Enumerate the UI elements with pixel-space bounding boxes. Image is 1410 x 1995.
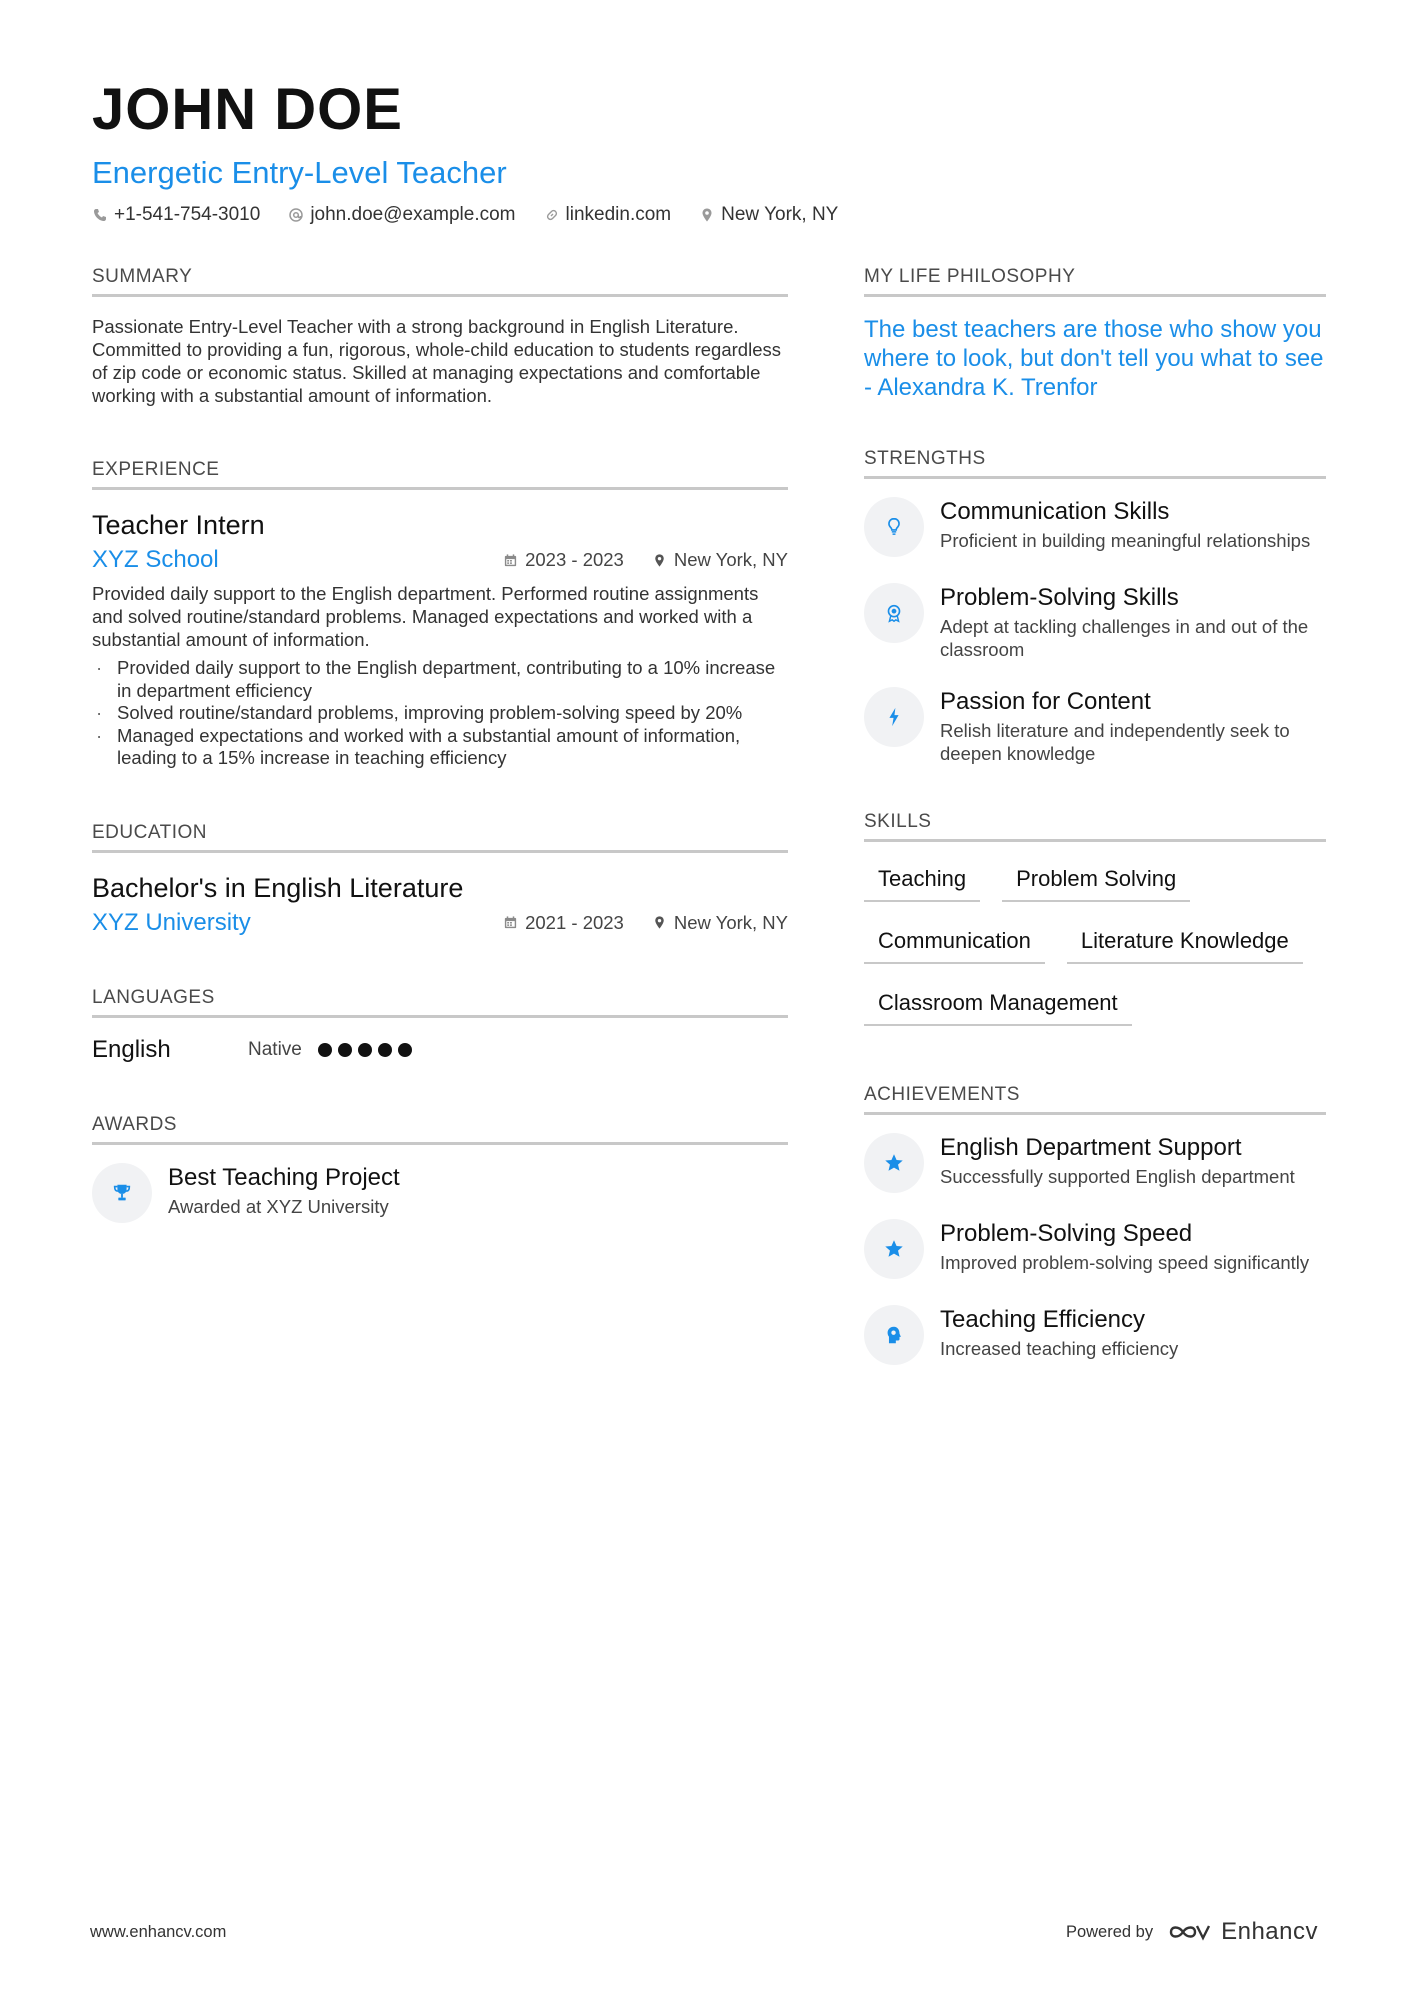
- rating-dot: [378, 1043, 392, 1057]
- phone-icon: [92, 207, 108, 223]
- achievement-desc: Successfully supported English department: [940, 1166, 1295, 1187]
- skills-section: [864, 811, 1326, 1026]
- achievement-item: [864, 1219, 1326, 1279]
- achievement-desc: Increased teaching efficiency: [940, 1338, 1179, 1359]
- job-dates-text: 2023 - 2023: [525, 549, 624, 570]
- job-meta: [503, 549, 788, 571]
- philosophy-section: [864, 266, 1326, 402]
- rating-dot: [398, 1043, 412, 1057]
- phone-text: +1-541-754-3010: [114, 204, 261, 225]
- strength-icon-circle: [864, 497, 924, 557]
- philosophy-quote: The best teachers are those who show you where to look, but don't tell you what to see - Alexandra K. Trenfor: [864, 316, 1324, 401]
- strength-desc: Proficient in building meaningful relationships: [940, 530, 1311, 551]
- star-icon: [883, 1152, 905, 1174]
- at-icon: [288, 207, 304, 223]
- enhancv-logo-icon: [1167, 1920, 1213, 1944]
- brand-logo[interactable]: [1167, 1918, 1318, 1946]
- achievement-icon-circle: [864, 1133, 924, 1193]
- strengths-title: STRENGTHS: [864, 448, 1326, 479]
- strengths-section: [864, 448, 1326, 765]
- rating-dot: [318, 1043, 332, 1057]
- strength-desc: Relish literature and independently seek to deepen knowledge: [940, 720, 1290, 764]
- strength-icon-circle: [864, 583, 924, 643]
- job-location-text: New York, NY: [673, 549, 788, 570]
- achievement-title: Problem-Solving Speed: [940, 1220, 1193, 1247]
- skills-tags: [864, 860, 1326, 1026]
- experience-section: [92, 459, 788, 770]
- candidate-headline: Energetic Entry-Level Teacher: [92, 155, 507, 190]
- contact-phone: [92, 204, 260, 226]
- link-icon: [544, 207, 560, 223]
- calendar-icon: [503, 915, 518, 930]
- school-name: XYZ University: [92, 908, 251, 936]
- award-item: [92, 1163, 788, 1223]
- page-footer: [90, 1918, 1318, 1946]
- calendar-icon: [503, 553, 518, 568]
- lightning-icon: [883, 706, 905, 728]
- rating-dot: [338, 1043, 352, 1057]
- education-section: [92, 822, 788, 937]
- philosophy-title: MY LIFE PHILOSOPHY: [864, 266, 1326, 297]
- strength-icon-circle: [864, 687, 924, 747]
- summary-text: Passionate Entry-Level Teacher with a strong background in English Literature. Committed to providing a fun, rigorous, whole-child education to students regardless of zip code or economic status. Skilled at managing expectations and comfortable working with a substantial amount of information.: [92, 316, 781, 406]
- skills-title: SKILLS: [864, 811, 1326, 842]
- company-name: XYZ School: [92, 546, 219, 573]
- location-text: New York, NY: [721, 204, 839, 225]
- strength-item: [864, 583, 1326, 661]
- award-desc: Awarded at XYZ University: [168, 1195, 389, 1217]
- skill-tag: Classroom Management: [864, 984, 1132, 1026]
- achievement-desc: Improved problem-solving speed significantly: [940, 1252, 1310, 1273]
- strength-title: Communication Skills: [940, 498, 1170, 525]
- awards-title: AWARDS: [92, 1114, 788, 1145]
- experience-title: EXPERIENCE: [92, 459, 788, 490]
- powered-by: [1066, 1918, 1318, 1946]
- achievements-title: ACHIEVEMENTS: [864, 1084, 1326, 1115]
- job-dates: [503, 549, 624, 571]
- summary-title: SUMMARY: [92, 266, 788, 297]
- language-rating: [318, 1043, 412, 1057]
- job-bullets: [92, 657, 788, 770]
- education-title: EDUCATION: [92, 822, 788, 853]
- trophy-icon: [111, 1182, 133, 1204]
- achievement-text: [940, 1133, 1295, 1193]
- language-level: Native: [248, 1038, 302, 1060]
- lightbulb-icon: [883, 516, 905, 538]
- location-pin-icon: [652, 553, 667, 568]
- medal-icon: [883, 602, 905, 624]
- language-row: [92, 1036, 788, 1064]
- location-pin-icon: [652, 915, 667, 930]
- award-text: [168, 1163, 400, 1223]
- award-title: Best Teaching Project: [168, 1163, 400, 1191]
- education-dates-text: 2021 - 2023: [525, 911, 624, 933]
- achievement-item: [864, 1133, 1326, 1193]
- strength-item: [864, 687, 1326, 765]
- achievement-text: [940, 1219, 1309, 1279]
- brand-name: Enhancv: [1221, 1918, 1318, 1945]
- strength-title: Problem-Solving Skills: [940, 584, 1179, 611]
- contact-website: [544, 204, 672, 226]
- resume-header: [92, 76, 1332, 226]
- education-meta-row: [92, 909, 788, 937]
- job-location: [652, 549, 788, 571]
- education-meta: [503, 912, 788, 934]
- skill-tag: Communication: [864, 922, 1045, 964]
- email-text: john.doe@example.com: [310, 204, 516, 225]
- education-location-text: New York, NY: [673, 911, 788, 933]
- skill-tag: Problem Solving: [1002, 860, 1190, 902]
- languages-section: [92, 987, 788, 1064]
- contact-email: [288, 204, 515, 226]
- right-column: [864, 266, 1326, 1403]
- location-pin-icon: [699, 207, 715, 223]
- achievement-item: [864, 1305, 1326, 1365]
- rating-dot: [358, 1043, 372, 1057]
- strength-text: [940, 687, 1326, 765]
- strength-item: [864, 497, 1326, 557]
- job-bullet: · Managed expectations and worked with a substantial amount of information, leading to a 15% increase in teaching efficiency: [92, 725, 788, 770]
- website-text: linkedin.com: [565, 204, 672, 225]
- language-name: English: [92, 1035, 171, 1063]
- strength-text: [940, 583, 1326, 661]
- head-icon: [883, 1324, 905, 1346]
- achievement-text: [940, 1305, 1178, 1365]
- degree-title: Bachelor's in English Literature: [92, 872, 464, 903]
- left-column: [92, 266, 788, 1261]
- job-bullet: · Provided daily support to the English department, contributing to a 10% increase in department efficiency: [92, 657, 788, 702]
- job-title: Teacher Intern: [92, 510, 265, 540]
- strength-text: [940, 497, 1310, 557]
- star-icon: [883, 1238, 905, 1260]
- achievements-section: [864, 1084, 1326, 1365]
- job-bullet: · Solved routine/standard problems, improving problem-solving speed by 20%: [92, 702, 788, 725]
- candidate-name: JOHN DOE: [92, 77, 403, 142]
- achievement-icon-circle: [864, 1219, 924, 1279]
- education-location: [652, 912, 788, 934]
- job-meta-row: [92, 546, 788, 574]
- job-description: Provided daily support to the English department. Performed routine assignments and solved routine/standard problems. Managed expectations and worked with a substantial amount of information.: [92, 583, 759, 650]
- summary-section: [92, 266, 788, 407]
- languages-title: LANGUAGES: [92, 987, 788, 1018]
- contact-row: [92, 204, 1332, 226]
- achievement-title: English Department Support: [940, 1134, 1242, 1161]
- skill-tag: Literature Knowledge: [1067, 922, 1303, 964]
- education-dates: [503, 912, 624, 934]
- footer-url[interactable]: www.enhancv.com: [90, 1922, 227, 1941]
- contact-location: [699, 204, 838, 226]
- achievement-icon-circle: [864, 1305, 924, 1365]
- achievement-title: Teaching Efficiency: [940, 1306, 1146, 1333]
- skill-tag: Teaching: [864, 860, 980, 902]
- powered-by-label: Powered by: [1065, 1922, 1154, 1941]
- award-icon-circle: [92, 1163, 152, 1223]
- strength-title: Passion for Content: [940, 688, 1151, 715]
- awards-section: [92, 1114, 788, 1223]
- strength-desc: Adept at tackling challenges in and out of the classroom: [940, 616, 1309, 660]
